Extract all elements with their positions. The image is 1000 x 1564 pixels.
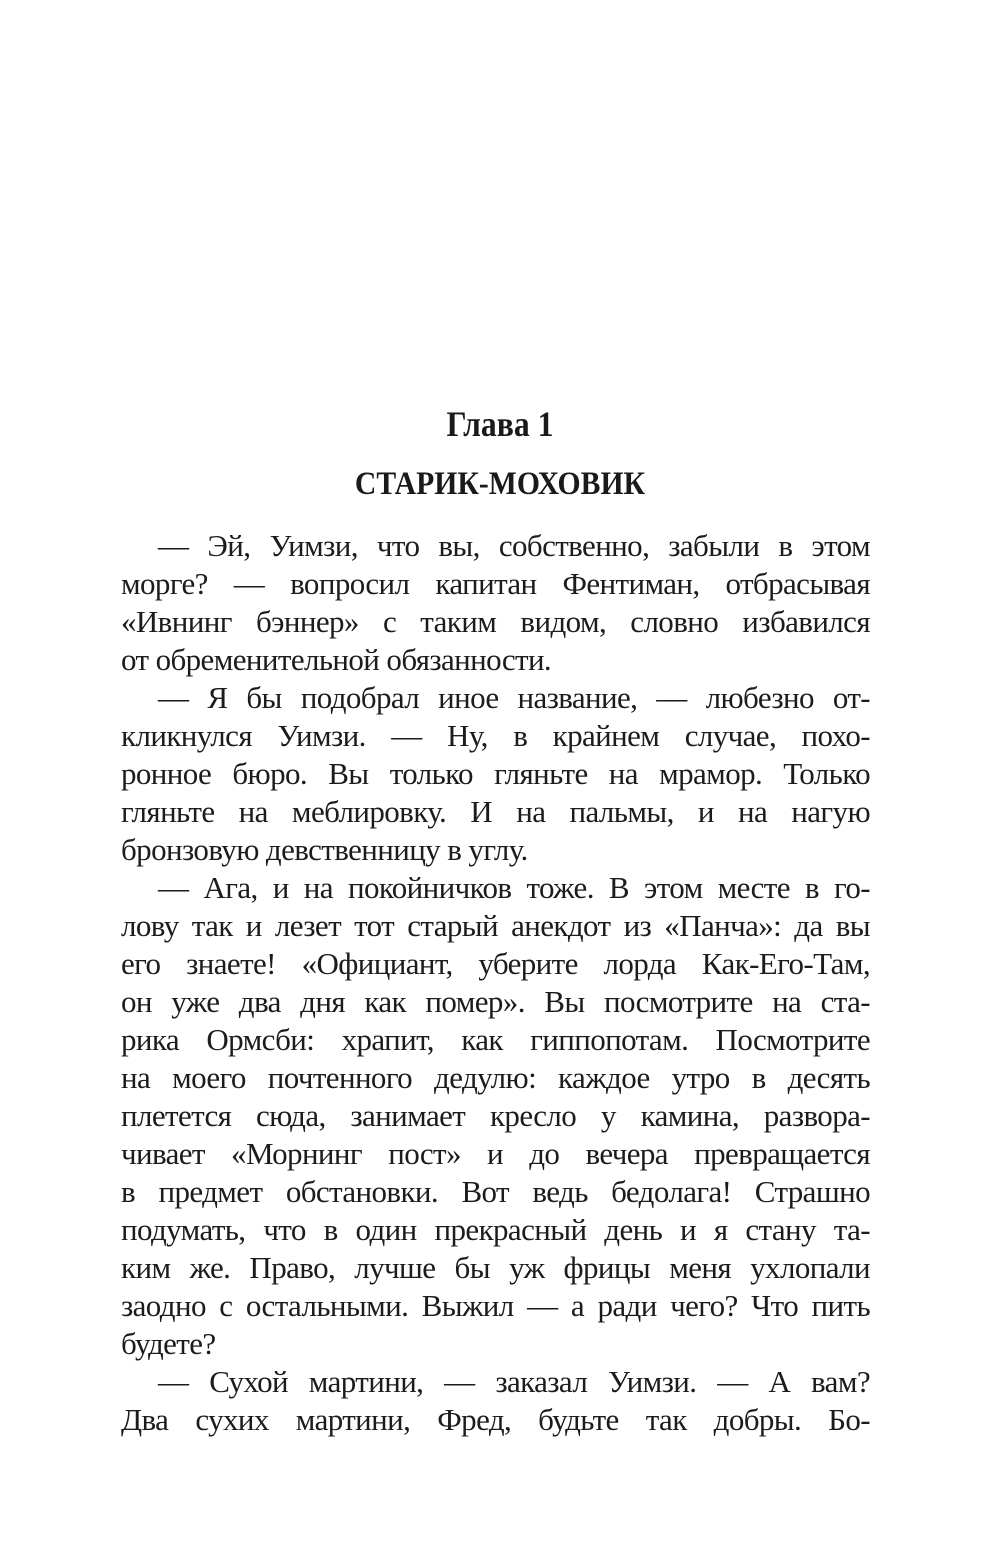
text-line: чивает «Морнинг пост» и до вечера превращается [121,1136,870,1171]
text-line: рика Ормсби: храпит, как гиппопотам. Посмотрите [121,1022,870,1057]
text-line: кликнулся Уимзи. — Ну, в крайнем случае, похо- [121,718,870,753]
text-line: — Ага, и на покойничков тоже. В этом месте в го- [158,870,870,905]
text-line: лову так и лезет тот старый анекдот из «Панча»: да вы [121,908,870,943]
text-line: ким же. Право, лучше бы уж фрицы меня ухлопали [121,1250,870,1285]
text-line: — Я бы подобрал иное название, — любезно от- [158,680,870,715]
chapter-body [121,527,870,1439]
text-line: на моего почтенного дедулю: каждое утро в десять [121,1060,870,1095]
text-line: ронное бюро. Вы только гляньте на мрамор. Только [121,756,870,791]
text-line: — Эй, Уимзи, что вы, собственно, забыли в этом [158,528,870,563]
text-line: плетется сюда, занимает кресло у камина, развора- [121,1098,870,1133]
paragraph [121,527,870,679]
text-line: «Ивнинг бэннер» с таким видом, словно избавился [121,604,870,639]
paragraph [121,869,870,1363]
text-line: подумать, что в один прекрасный день и я стану та- [121,1212,870,1247]
text-line: морге? — вопросил капитан Фентиман, отбрасывая [121,566,870,601]
text-line: его знаете! «Официант, уберите лорда Как-Его-Там, [121,946,870,981]
text-line: он уже два дня как помер». Вы посмотрите на ста- [121,984,870,1019]
text-line: бронзовую девственницу в углу. [121,832,528,867]
paragraph [121,679,870,869]
text-line: в предмет обстановки. Вот ведь бедолага! Страшно [121,1174,870,1209]
text-line: — Сухой мартини, — заказал Уимзи. — А вам? [158,1364,870,1399]
text-line: от обременительной обязанности. [121,642,552,677]
paragraph [121,1363,870,1439]
chapter-title: СТАРИК-МОХОВИК [354,466,646,502]
chapter-number: Глава 1 [446,404,554,444]
text-line: заодно с остальными. Выжил — а ради чего? Что пить [121,1288,870,1323]
text-line: гляньте на меблировку. И на пальмы, и на нагую [121,794,870,829]
text-line: Два сухих мартини, Фред, будьте так добры. Бо- [121,1402,870,1437]
text-line: будете? [121,1326,216,1361]
